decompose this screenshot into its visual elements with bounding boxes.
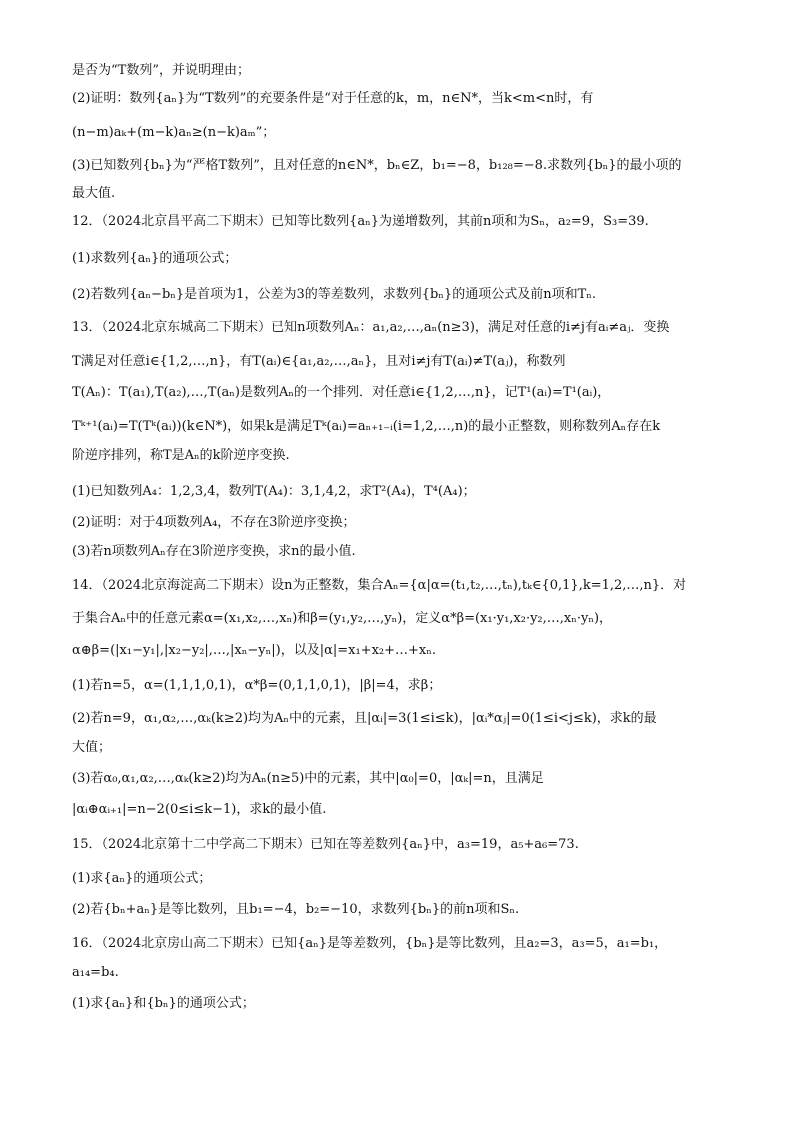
text-line: |αᵢ⊕αᵢ₊₁|=n−2(0≤i≤k−1)，求k的最小值. bbox=[72, 802, 327, 817]
text-line: (3)已知数列{bₙ}为“严格T数列”，且对任意的n∈N*，bₙ∈Z，b₁=−8，b₁₂₈=−8.求数列{bₙ}的最小项的 bbox=[72, 158, 682, 173]
question-heading: 14．（2024北京海淀高二下期末）设n为正整数，集合Aₙ={α|α=(t₁,t₂,…,tₙ),tₖ∈{0,1},k=1,2,…,n}．对 bbox=[72, 578, 687, 593]
text-line: (2)证明：数列{aₙ}为“T数列”的充要条件是“对于任意的k，m，n∈N*，当k<m<n时，有 bbox=[72, 91, 594, 106]
text-line: (1)已知数列A₄：1,2,3,4，数列T(A₄)：3,1,4,2，求T²(A₄)，T⁴(A₄)； bbox=[72, 484, 476, 499]
text-line: (1)若n=5，α=(1,1,1,0,1)，α*β=(0,1,1,0,1)，|β|=4，求β； bbox=[72, 678, 442, 693]
text-line: 阶逆序排列，称T是Aₙ的k阶逆序变换. bbox=[72, 448, 290, 463]
text-line: T满足对任意i∈{1,2,…,n}，有T(aᵢ)∈{a₁,a₂,…,aₙ}，且对i≠j有T(aᵢ)≠T(aⱼ)，称数列 bbox=[72, 354, 566, 369]
question-heading: 15．（2024北京第十二中学高二下期末）已知在等差数列{aₙ}中，a₃=19，a₅+a₆=73. bbox=[72, 837, 579, 852]
text-line: α⊕β=(|x₁−y₁|,|x₂−y₂|,…,|xₙ−yₙ|)，以及|α|=x₁+x₂+…+xₙ. bbox=[72, 643, 436, 658]
text-line: (n−m)aₖ+(m−k)aₙ≥(n−k)aₘ”； bbox=[72, 125, 276, 140]
text-line: (1)求数列{aₙ}的通项公式； bbox=[72, 251, 238, 266]
question-heading: 12．（2024北京昌平高二下期末）已知等比数列{aₙ}为递增数列，其前n项和为Sₙ，a₂=9，S₃=39. bbox=[72, 214, 649, 229]
text-line: 于集合Aₙ中的任意元素α=(x₁,x₂,…,xₙ)和β=(y₁,y₂,…,yₙ)，定义α*β=(x₁·y₁,x₂·y₂,…,xₙ·yₙ)， bbox=[72, 611, 613, 626]
text-line: (2)若数列{aₙ−bₙ}是首项为1，公差为3的等差数列，求数列{bₙ}的通项公式及前n项和Tₙ. bbox=[72, 287, 596, 302]
text-line: T(Aₙ)：T(a₁),T(a₂),…,T(aₙ)是数列Aₙ的一个排列．对任意i∈{1,2,…,n}，记T¹(aᵢ)=T¹(aᵢ)， bbox=[72, 385, 611, 400]
text-line: 是否为“T数列”，并说明理由； bbox=[72, 63, 250, 78]
text-line: (2)若{bₙ+aₙ}是等比数列，且b₁=−4，b₂=−10，求数列{bₙ}的前n项和Sₙ. bbox=[72, 902, 520, 917]
text-line: 大值； bbox=[72, 740, 112, 755]
question-heading: 13．（2024北京东城高二下期末）已知n项数列Aₙ：a₁,a₂,…,aₙ(n≥3)，满足对任意的i≠j有aᵢ≠aⱼ．变换 bbox=[72, 320, 670, 335]
text-line: (2)若n=9，α₁,α₂,…,αₖ(k≥2)均为Aₙ中的元素，且|αᵢ|=3(1≤i≤k)，|αᵢ*αⱼ|=0(1≤i<j≤k)，求k的最 bbox=[72, 711, 657, 726]
text-line: (3)若α₀,α₁,α₂,…,αₖ(k≥2)均为Aₙ(n≥5)中的元素，其中|α₀|=0，|αₖ|=n，且满足 bbox=[72, 771, 544, 786]
text-line: (1)求{aₙ}的通项公式； bbox=[72, 871, 212, 886]
text-line: (1)求{aₙ}和{bₙ}的通项公式； bbox=[72, 996, 255, 1011]
text-line: 最大值. bbox=[72, 186, 116, 201]
question-heading: 16．（2024北京房山高二下期末）已知{aₙ}是等差数列，{bₙ}是等比数列，且a₂=3，a₃=5，a₁=b₁， bbox=[72, 936, 668, 951]
text-line: Tᵏ⁺¹(aᵢ)=T(Tᵏ(aᵢ))(k∈N*)，如果k是满足Tᵏ(aᵢ)=aₙ₊₁₋ᵢ(i=1,2,…,n)的最小正整数，则称数列Aₙ存在k bbox=[72, 419, 661, 434]
text-line: (3)若n项数列Aₙ存在3阶逆序变换，求n的最小值. bbox=[72, 544, 356, 559]
text-line: a₁₄=b₄. bbox=[72, 965, 119, 980]
text-line: (2)证明：对于4项数列A₄，不存在3阶逆序变换； bbox=[72, 515, 356, 530]
